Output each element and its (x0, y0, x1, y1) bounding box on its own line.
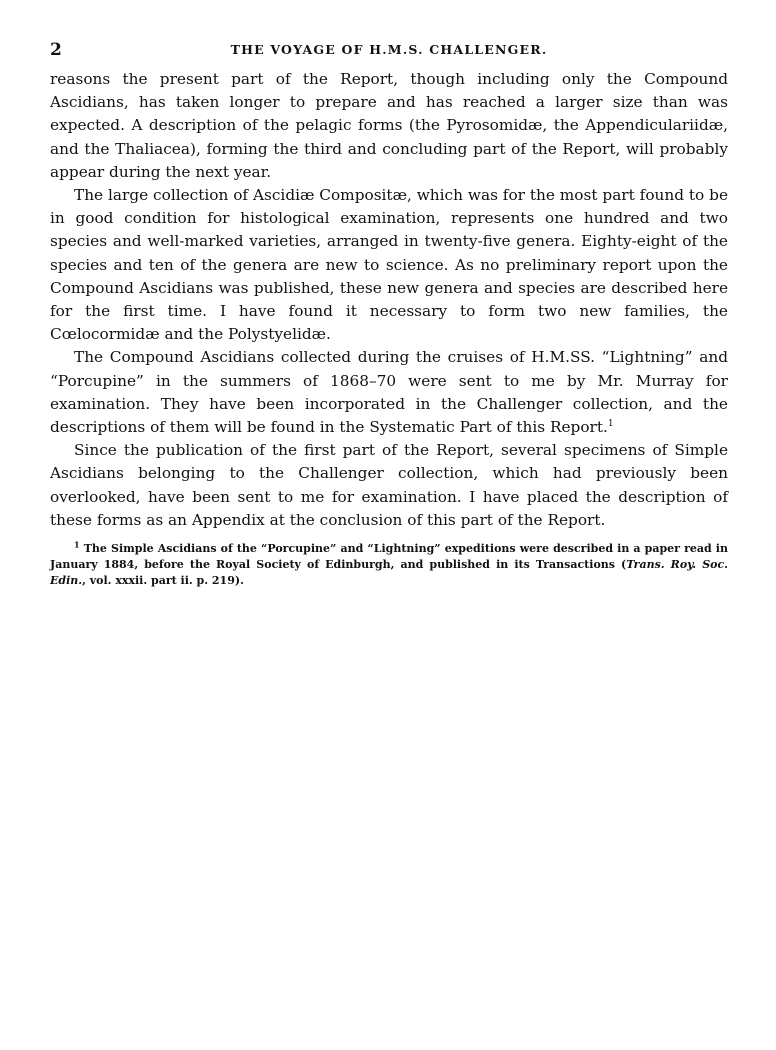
footnote (50, 541, 728, 589)
paragraph-lightning-porcupine (50, 346, 728, 439)
running-title: THE VOYAGE OF H.M.S. CHALLENGER. (230, 42, 548, 57)
footnote-marker: 1 (74, 539, 80, 550)
footnote-text: The Simple Ascidians of the “Porcupine” and “Lightning” expeditions were described in a paper read in January 1884, before the Royal Society of Edinburgh, and published in its Transactions ( (50, 542, 728, 572)
footnote-citation: Trans. Roy. Soc. Edin. (50, 558, 728, 588)
running-head (50, 40, 728, 62)
document-page (50, 40, 728, 589)
footnote-text-end: , vol. xxxii. part ii. p. 219). (82, 574, 244, 588)
page-number: 2 (50, 40, 63, 60)
paragraph-collection: The large collection of Ascidiæ Compositæ, which was for the most part found to be in good condition for histological examination, represents one hundred and two species and well-marked varieties, arranged in twenty-five genera. Eighty-eight of the species and ten of the genera are new to science. As no preliminary report upon the Compound Ascidians was published, these new genera and species are described here for the first time. I have found it necessary to form two new families, the Cœlocormidæ and the Polystyelidæ. (50, 186, 728, 344)
body-text (50, 68, 728, 532)
footnote-reference: 1 (607, 418, 614, 429)
paragraph-appendix: Since the publication of the first part of the Report, several specimens of Simple Ascidians belonging to the Challenger collection, which had previously been overlooked, have been sent to me for examination. I have placed the description of these forms as an Appendix at the conclusion of this part of the Report. (50, 441, 728, 529)
paragraph-text: The Compound Ascidians collected during the cruises of H.M.SS. “Lightning” and “Porcupine” in the summers of 1868–70 were sent to me by Mr. Murray for examination. They have been incorporated in the Challenger collection, and the descriptions of them will be found in the Systematic Part of this Report. (50, 348, 728, 437)
paragraph-continued: reasons the present part of the Report, though including only the Compound Ascidians, has taken longer to prepare and has reached a larger size than was expected. A description of the pelagic forms (the Pyrosomidæ, the Appendiculariidæ, and the Thaliacea), forming the third and concluding part of the Report, will probably appear during the next year. (50, 70, 728, 181)
